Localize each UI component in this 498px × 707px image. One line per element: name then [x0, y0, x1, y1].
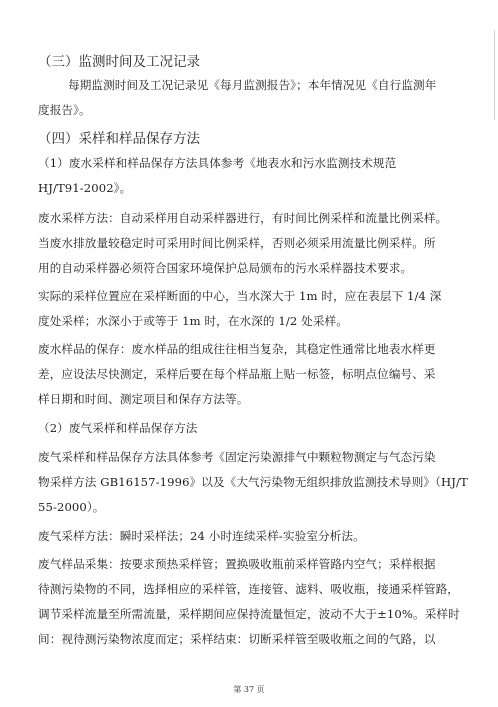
section-3-line: 度报告》。: [38, 103, 91, 117]
exhaust-gas-subheading: （2）废气采样和样品保存方法: [38, 421, 198, 435]
wastewater-method-line: 用的自动采样器必须符合国家环境保护总局颁布的污水采样器技术要求。: [38, 261, 413, 275]
sampling-position-line: 实际的采样位置应在采样断面的中心，当水深大于 1m 时，应在表层下 1/4 深: [38, 289, 442, 303]
exhaust-gas-collection-line: 调节采样流量至所需流量，采样期间应保持流量恒定，波动不大于±10%。采样时: [38, 607, 460, 621]
section-3-line: 每期监测时间及工况记录见《每月监测报告》；本年情况见《自行监测年: [68, 78, 437, 92]
wastewater-storage-line: 废水样品的保存：废水样品的组成往往相当复杂，其稳定性通常比地表水样更: [38, 342, 436, 356]
wastewater-intro-line: HJ/T91-2002》。: [38, 181, 132, 195]
wastewater-storage-line: 差，应设法尽快测定，采样后要在每个样品瓶上贴一标签，标明点位编号、采: [38, 367, 436, 381]
section-3-heading: （三）监测时间及工况记录: [38, 54, 200, 70]
exhaust-gas-collection-line: 间：视待测污染物浓度而定；采样结束：切断采样管至吸收瓶之间的气路，以: [38, 632, 436, 646]
scan-edge-shadow: [494, 30, 495, 120]
wastewater-method-line: 废水采样方法：自动采样用自动采样器进行，有时间比例采样和流量比例采样。: [38, 211, 448, 225]
exhaust-gas-intro-line: 物采样方法 GB16157-1996》以及《大气污染物无组织排放监测技术导则》（HJ/T: [38, 475, 468, 489]
exhaust-gas-collection-line: 废气样品采集：按要求预热采样管；置换吸收瓶前采样管路内空气；采样根据: [38, 557, 436, 571]
exhaust-gas-intro-line: 废气采样和样品保存方法具体参考《固定污染源排气中颗粒物测定与气态污染: [38, 450, 436, 464]
exhaust-gas-collection-line: 待测污染物的不同，选择相应的采样管，连接管、滤料、吸收瓶，接通采样管路，: [38, 582, 459, 596]
wastewater-intro-line: （1）废水采样和样品保存方法具体参考《地表水和污水监测技术规范: [38, 156, 397, 170]
wastewater-storage-line: 样日期和时间、测定项目和保存方法等。: [38, 392, 249, 406]
page-number: 第 37 页: [233, 685, 265, 694]
section-4-heading: （四）采样和样品保存方法: [38, 131, 200, 147]
exhaust-gas-intro-line: 55-2000）。: [38, 500, 105, 514]
exhaust-gas-method-line: 废气采样方法：瞬时采样法；24 小时连续采样-实验室分析法。: [38, 529, 365, 543]
wastewater-method-line: 当废水排放量较稳定时可采用时间比例采样，否则必须采用流量比例采样。所: [38, 236, 436, 250]
sampling-position-line: 度处采样；水深小于或等于 1m 时，在水深的 1/2 处采样。: [38, 314, 348, 328]
